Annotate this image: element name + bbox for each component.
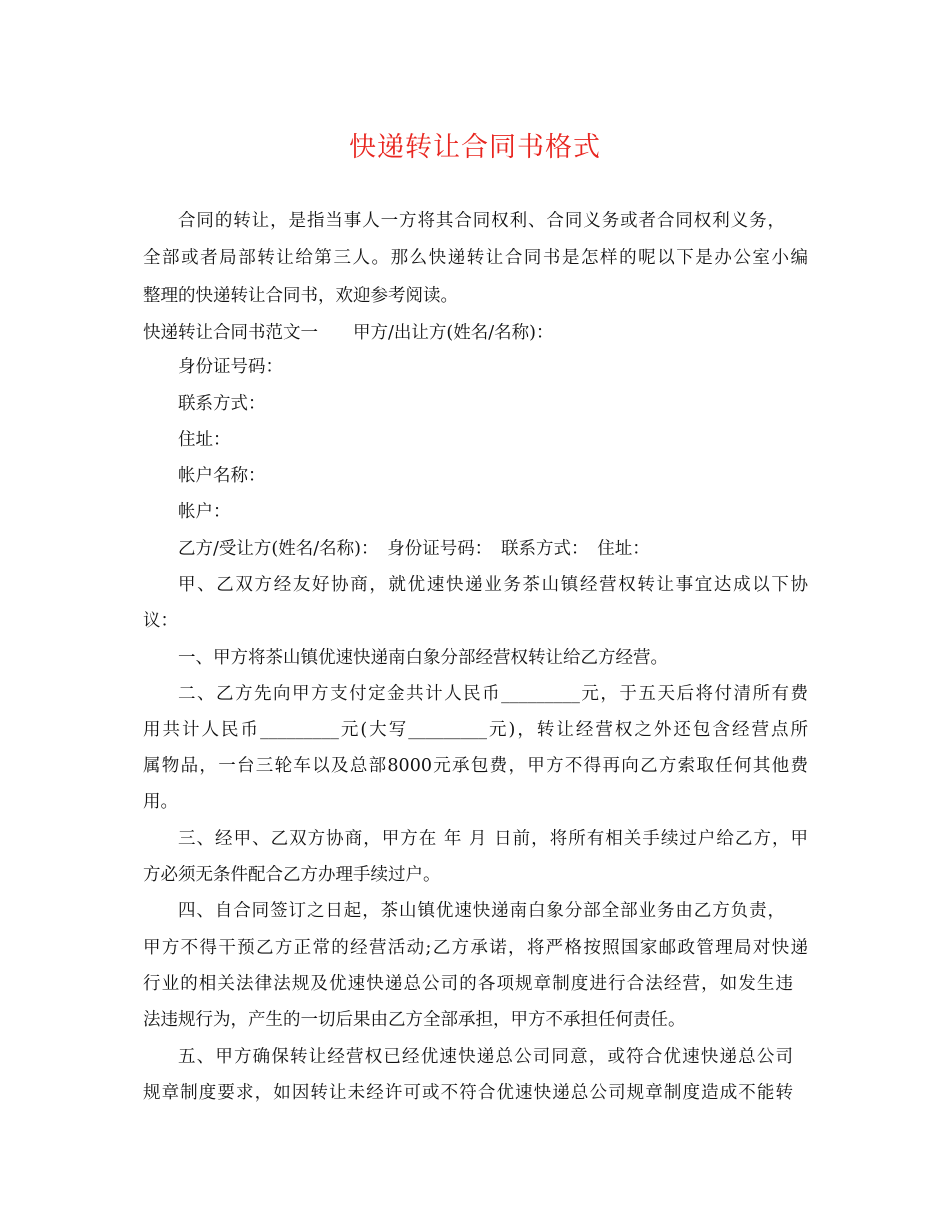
clause-line: 属物品，一台三轮车以及总部8000元承包费，甲方不得再向乙方索取任何其他费 [143, 756, 808, 776]
clause-line: 三、经甲、乙双方协商，甲方在 年 月 日前，将所有相关手续过户给乙方，甲 [178, 829, 808, 849]
clause-line: 四、自合同签订之日起，茶山镇优速快递南白象分部全部业务由乙方负责， [178, 901, 785, 921]
paragraph-line: 甲、乙双方经友好协商，就优速快递业务茶山镇经营权转让事宜达成以下协 [178, 575, 808, 595]
paragraph-line: 整理的快递转让合同书，欢迎参考阅读。 [143, 286, 458, 306]
clause-line: 甲方不得干预乙方正常的经营活动;乙方承诺，将严格按照国家邮政管理局对快递 [143, 938, 808, 958]
document-title: 快递转让合同书格式 [349, 132, 601, 163]
clause-line: 行业的相关法律法规及优速快递总公司的各项规章制度进行合法经营，如发生违 [143, 974, 793, 994]
field-label: 住址： [178, 430, 231, 450]
paragraph-line: 议： [143, 611, 178, 631]
clause-line: 法违规行为，产生的一切后果由乙方全部承担，甲方不承担任何责任。 [143, 1010, 686, 1030]
clause-line: 规章制度要求，如因转让未经许可或不符合优速快递总公司规章制度造成不能转 [143, 1083, 793, 1103]
paragraph-line: 合同的转让，是指当事人一方将其合同权利、合同义务或者合同权利义务， [178, 211, 785, 231]
field-label: 身份证号码： [178, 357, 283, 377]
clause-line: 方必须无条件配合乙方办理手续过户。 [143, 865, 441, 885]
clause-line: 五、甲方确保转让经营权已经优速快递总公司同意，或符合优速快递总公司 [178, 1047, 793, 1067]
clause-line: 一、甲方将茶山镇优速快递南白象分部经营权转让给乙方经营。 [178, 648, 668, 668]
field-label: 联系方式： [178, 394, 266, 414]
field-label: 帐户： [178, 502, 231, 522]
paragraph-line: 全部或者局部转让给第三人。那么快递转让合同书是怎样的呢以下是办公室小编 [143, 248, 808, 268]
field-label: 帐户名称： [178, 466, 266, 486]
clause-line: 二、乙方先向甲方支付定金共计人民币_________元，于五天后将付清所有费 [178, 684, 808, 704]
clause-line: 用共计人民币_________元(大写_________元)，转让经营权之外还包含经营点所 [143, 720, 808, 740]
paragraph-line: 乙方/受让方(姓名/名称)： 身份证号码： 联系方式： 住址： [178, 539, 650, 559]
clause-line: 用。 [143, 792, 178, 812]
paragraph-line: 快递转让合同书范文一 甲方/出让方(姓名/名称)： [143, 323, 554, 343]
